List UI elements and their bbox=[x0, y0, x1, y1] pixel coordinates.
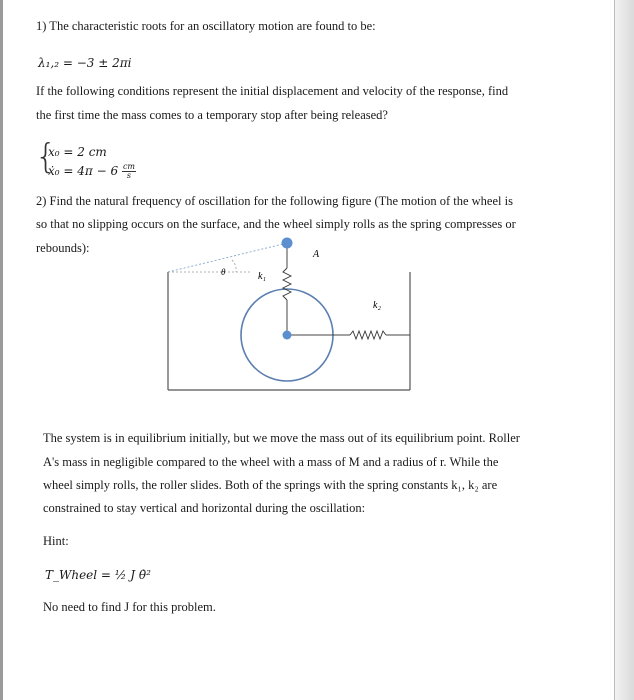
label-k2: k₂ bbox=[373, 300, 381, 311]
q2-line2: so that no slipping occurs on the surface, and the wheel simply rolls as the spring compresses or bbox=[36, 217, 516, 231]
q2-line1: 2) Find the natural frequency of oscillation for the following figure (The motion of the wheel is bbox=[36, 194, 513, 208]
q1-question-line1: If the following conditions represent the initial displacement and velocity of the response, find bbox=[36, 84, 509, 98]
q1-intro: 1) The characteristic roots for an oscillatory motion are found to be: bbox=[36, 19, 376, 33]
q1-roots: λ₁,₂ = −3 ± 2πi bbox=[38, 56, 132, 70]
description-line2: A's mass in negligible compared to the wheel with a mass of M and a radius of r. While the bbox=[43, 455, 499, 469]
hint-formula: T_Wheel = ½ J θ̇² bbox=[45, 568, 151, 582]
q1-x0: x₀ = 2 cm bbox=[48, 145, 107, 159]
label-a: A bbox=[313, 249, 320, 260]
wheel-center bbox=[283, 331, 292, 340]
roller-a bbox=[282, 238, 293, 249]
description-line1: The system is in equilibrium initially, but we move the mass out of its equilibrium point. Roller bbox=[43, 431, 520, 445]
spring-k1 bbox=[283, 268, 291, 300]
label-k1: k₁ bbox=[258, 271, 266, 282]
hint-label: Hint: bbox=[43, 534, 69, 548]
theta-arc bbox=[232, 260, 236, 272]
spring-k2 bbox=[350, 331, 386, 339]
velocity-unit-denominator: s bbox=[126, 171, 132, 180]
hint-note: No need to find J for this problem. bbox=[43, 600, 216, 614]
description-line3: wheel simply rolls, the roller slides. Both of the springs with the spring constants k₁, k₂ are bbox=[43, 478, 498, 492]
q2-line3: rebounds): bbox=[36, 241, 90, 255]
description-line4: constrained to stay vertical and horizontal during the oscillation: bbox=[43, 501, 366, 515]
q1-question-line2: the first time the mass comes to a temporary stop after being released? bbox=[36, 108, 388, 122]
initial-conditions-brace: { bbox=[35, 137, 57, 177]
rod-angle-line bbox=[168, 243, 287, 272]
velocity-unit-numerator: cm bbox=[122, 162, 136, 171]
label-theta: θ bbox=[221, 267, 226, 277]
q1-xdot0-value: ẋ₀ = 4π − 6 bbox=[48, 164, 119, 178]
